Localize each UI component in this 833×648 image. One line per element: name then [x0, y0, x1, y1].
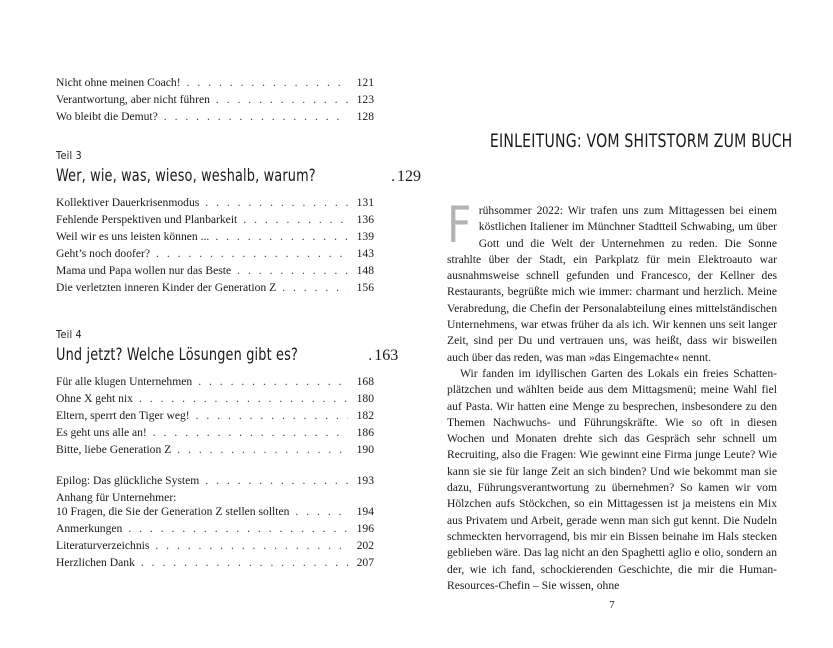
leader-dots	[158, 110, 348, 124]
leader-dots	[122, 522, 348, 536]
leader-dots	[209, 230, 348, 244]
part-heading-row[interactable]	[56, 345, 399, 371]
toc-entry-title: Für alle klugen Unternehmen	[56, 375, 193, 388]
toc-entry-page: 182	[356, 409, 374, 422]
leader-dots	[149, 539, 348, 553]
toc-entry[interactable]	[56, 264, 374, 281]
chapter-title: EINLEITUNG: VOM SHITSTORM ZUM BUCH	[489, 130, 793, 152]
toc-entry-page: 180	[356, 392, 374, 405]
toc-entry-page: 156	[356, 281, 374, 294]
toc-entry-page: 207	[356, 556, 374, 569]
part-heading: Wer, wie, was, wieso, weshalb, warum?	[56, 166, 316, 185]
toc-entry-title: Geht’s noch doofer?	[56, 247, 151, 260]
leader-dots	[276, 281, 348, 295]
leader-dots	[181, 76, 348, 90]
chapter-body	[447, 196, 777, 594]
toc-entry-page: 193	[356, 474, 374, 487]
leader-dots	[133, 392, 348, 406]
toc-entry-title: Kollektiver Dauerkrisenmodus	[56, 196, 200, 209]
toc-entry-title: Herzlichen Dank	[56, 556, 135, 569]
toc-entry-title: Es geht uns alle an!	[56, 426, 147, 439]
leader-dots	[289, 505, 348, 519]
toc-entry[interactable]	[56, 93, 374, 110]
toc-entry[interactable]	[56, 281, 374, 298]
leader-dots	[190, 409, 348, 423]
toc-entry[interactable]	[56, 76, 374, 93]
toc-entry[interactable]	[56, 392, 374, 409]
toc-entry-page: 121	[356, 76, 374, 89]
leader-dots	[231, 264, 348, 278]
toc-entry[interactable]	[56, 110, 374, 127]
toc-entry-title: Die verletzten inneren Kinder der Generation Z	[56, 281, 277, 294]
paragraph	[447, 196, 777, 366]
toc-entry-title: Eltern, sperrt den Tiger weg!	[56, 409, 190, 422]
toc-entry-page: 190	[356, 443, 374, 456]
toc-entry-page: 123	[356, 93, 374, 106]
leader-dots	[199, 196, 348, 210]
spacer	[56, 460, 374, 474]
toc-entry-title: 10 Fragen, die Sie der Generation Z stellen sollten	[56, 505, 290, 518]
toc-entry[interactable]	[56, 375, 374, 392]
toc-entry[interactable]	[56, 539, 374, 556]
page-number: 7	[609, 599, 615, 611]
toc-entry-page: 163	[374, 347, 399, 364]
toc-entry-title: Weil wir es uns leisten können ...	[56, 230, 210, 243]
toc-entry-page: 136	[356, 213, 374, 226]
toc-entry[interactable]	[56, 443, 374, 460]
toc-entry[interactable]	[56, 213, 374, 230]
leader-dots	[199, 474, 348, 488]
toc-entry-title: Ohne X geht nix	[56, 392, 133, 405]
toc-entry-page: 139	[356, 230, 374, 243]
toc-entry-page: 186	[356, 426, 374, 439]
toc-entry[interactable]	[56, 247, 374, 264]
toc-entry-title: Literaturverzeichnis	[56, 539, 150, 552]
toc-entry-page: 168	[356, 375, 374, 388]
leader-dots	[147, 426, 348, 440]
part-label: Teil 4	[56, 328, 82, 341]
paragraph: Wir fanden im idyllischen Garten des Lokals ein freies Schattenplätzchen und wählten beide aus dem Mittagsmenü; meine Wahl fiel auf Pasta. Wir hatten eine Menge zu besprechen, insbesondere zu den Themen Nachwuchs- und Führungskräfte. Wie so oft in diesen Wochen und Monaten drehte sich das Gespräch sehr schnell um Recruiting, also die Fragen: Wie gewinnt eine Firma junge Leute? Wie kann sie sie für lange Zeit an sich binden? Und wie bekommt man sie dazu, Führungsverantwortung zu übernehmen? So kamen wir vom Hölzchen aufs Stöckchen, so ein Mittagessen ist ja meistens ein Mix aus Privatem und Arbeit, gerade wenn man sich gut kennt. Die Nudeln schmeckten hervorragend, bis mir ein Bissen beinahe im Hals stecken geblieben wäre. Das lag nicht an den Spaghetti aglio e olio, sondern an der, wie ich fand, schockierenden Geschichte, die mir die Human-Resources-Chefin – Sie wissen, ohne	[447, 366, 777, 592]
toc-entry[interactable]	[56, 230, 374, 247]
toc-entry-title: Nicht ohne meinen Coach!	[56, 76, 181, 89]
toc-entry-page: 148	[356, 264, 374, 277]
toc-entry[interactable]	[56, 522, 374, 539]
toc-entry-page: 196	[356, 522, 374, 535]
toc-entry-title: Epilog: Das glückliche System	[56, 474, 200, 487]
toc-entry-title: Verantwortung, aber nicht führen	[56, 93, 210, 106]
toc-entry[interactable]	[56, 505, 374, 522]
toc-entry-page: 143	[356, 247, 374, 260]
leader-dots	[192, 375, 348, 389]
toc-entry[interactable]	[56, 409, 374, 426]
toc-entry-page: 194	[356, 505, 374, 518]
toc-entry-page: 131	[356, 196, 374, 209]
leader-dots	[135, 556, 348, 570]
toc-entry-page: 128	[356, 110, 374, 123]
toc-entry-title-line: Anhang für Unternehmer:	[56, 491, 177, 504]
toc-entry-title: Wo bleibt die Demut?	[56, 110, 158, 123]
toc-entry-page: 129	[397, 168, 422, 185]
leader-dots	[210, 93, 348, 107]
leader-dots	[237, 213, 348, 227]
toc-entry[interactable]	[56, 556, 374, 573]
toc-entry-title: Bitte, liebe Generation Z	[56, 443, 172, 456]
chapter-page	[447, 0, 793, 648]
part-heading-row[interactable]	[56, 166, 422, 192]
toc-entry[interactable]	[56, 426, 374, 443]
leader-dots	[150, 247, 348, 261]
leader-dots	[171, 443, 348, 457]
toc-entry-title: Anmerkungen	[56, 522, 123, 535]
table-of-contents	[56, 76, 422, 573]
part-label: Teil 3	[56, 149, 82, 162]
part-heading: Und jetzt? Welche Lösungen gibt es?	[56, 345, 298, 364]
toc-entry-title: Mama und Papa wollen nur das Beste	[56, 264, 232, 277]
toc-entry-page: 202	[356, 539, 374, 552]
toc-entry-title: Fehlende Perspektiven und Planbarkeit	[56, 213, 238, 226]
paragraph-text: rühsommer 2022: Wir trafen uns zum Mittagessen bei einem köstlichen Italiener im Münchner Stadtteil Schwabing, um über Gott und die Welt der Unternehmen zu reden. Die Sonne strahlte über der Stadt, ein Parkplatz für mein Elektroauto war ausnahmsweise schnell gefunden und Francesco, der Kellner des Restaurants, begrüßte mich wie immer: charmant und herzlich. Meine Verabredung, die Chefin der Personalabteilung eines mittelständischen Unternehmens, war etwas früher da als ich. Wir kennen uns seit langer Zeit, sind per Du und vertrauen uns, was heißt, dass wir bisweilen auch über das reden, was man »das Eingemachte« nennt.	[447, 204, 777, 364]
toc-entry[interactable]	[56, 196, 374, 213]
toc-entry[interactable]	[56, 474, 374, 491]
drop-cap: F	[447, 196, 472, 254]
